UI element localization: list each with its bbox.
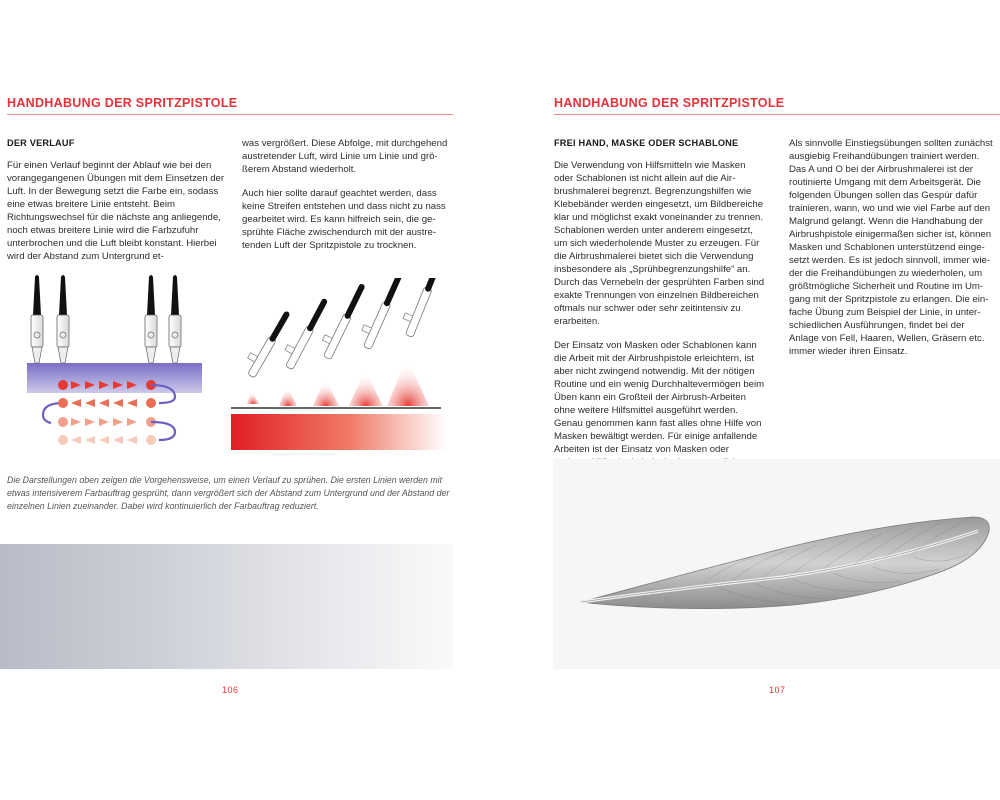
section-title-verlauf: DER VERLAUF	[7, 138, 75, 148]
left-page-header: HANDHABUNG DER SPRITZPISTOLE	[7, 96, 238, 110]
left-column-2	[242, 137, 454, 263]
spray-distance-illustration	[231, 278, 446, 453]
spray-gun-icon	[316, 279, 366, 360]
left-caption: Die Darstellungen oben zeigen die Vorgehensweise, um einen Verlauf zu sprühen. Die ersten Linien werden mit etwas intensiverem Farbauftrag gesprüht, dann vergrößert sich der Abstand zum Untergrund und der Abstand der einzelnen Linien zueinander. Dabei wird kontinuierlich der Farbauftrag reduziert.	[7, 475, 450, 511]
spray-gun-icon	[398, 278, 446, 337]
arrow-row-4	[58, 435, 156, 445]
right-col1-paragraph-1: Die Verwendung von Hilfsmitteln wie Masken oder Schablonen ist nicht allein auf die Airbrushmalerei begrenzt. Begrenzungshilfen wie Klebebänder werden eingesetzt, um Bildbereiche klar und möglichst exakt voneinander zu trennen. Schablonen werden unter anderem eingesetzt, um sich wiederholende Muster zu erzeugen. Für die Airbrushmalerei bietet sich die Verwendung insbesondere als „Sprühbegrenzungshilfe“ an. Durch das Vernebeln der gesprühten Farben sind exakte Trennungen von einzelnen Bildbereichen oftmals nur schwer oder sehr zeitintensiv zu erarbeiten.	[554, 160, 765, 327]
left-column-1	[7, 137, 225, 274]
feather-image	[553, 459, 1000, 669]
right-column-2	[789, 137, 996, 369]
gradient-pattern-illustration	[7, 275, 222, 455]
section-title-frei-hand: FREI HAND, MASKE ODER SCHABLONE	[554, 138, 739, 148]
spray-gun-icon	[278, 293, 329, 369]
right-page-header: HANDHABUNG DER SPRITZPISTOLE	[554, 96, 785, 110]
arrow-row-3	[58, 417, 175, 440]
page-number-right: 107	[769, 685, 786, 695]
left-col2-paragraph-2: Auch hier sollte darauf geachtet werden, dass keine Streifen entstehen und dass nicht zu nass gearbeitet wird. Es kann hilfreich sein, die gesprühte Fläche zwischendurch mit der austretenden Luft der Spritzpistole zu trocknen.	[242, 188, 446, 251]
right-col1-paragraph-2: Der Einsatz von Masken oder Schablonen kann die Arbeit mit der Airbrushpistole erleichtern, ist aber nicht zwingend notwendig. Mit der nötigen Routine und ein wenig Durchhaltevermögen beim Üben kann ein Großteil der Airbrush-Arbeiten ohne weitere Hilfsmittel ausgeführt werden. Genau genommen kann fast alles ohne Hilfe von Masken bewältigt werden. Für einige anfallende Arbeiten ist der Einsatz von Masken oder	[554, 340, 765, 455]
left-col2-paragraph-1: was vergrößert. Diese Abfolge, mit durchgehend austretender Luft, wird Linie um Linie und größerem Abstand wiederholt.	[242, 138, 448, 175]
feather-illustration	[553, 459, 1000, 669]
spray-gun-icon	[241, 306, 292, 378]
red-gradient-bar	[231, 414, 446, 450]
right-col2-paragraph-1: Als sinnvolle Einstiegsübungen sollten zunächst ausgiebig Freihandübungen trainiert werden. Das A und O bei der Airbrushmalerei ist der routinierte Umgang mit dem Arbeitsgerät. Die folgenden Übungen sollen das Gespür dafür trainieren, wann, wo und wie viel Farbe auf den Malgrund gelangt. Wenn die Handhabung der Airbrushpistole einigermaßen sicher ist, können Masken und Schablonen unterstützend eingesetzt werden. Es ist jedoch sinnvoll, immer wieder die Freihandübungen zu wiederholen, um größtmögliche Sicherheit und Routine im Umgang mit der Spritzpistole zu erlangen. Die einfache Übung zum Beispiel der Linie, in unterschiedlichen Ausführungen, findet bei der Anlage von Fell, Haaren, Wellen, Gräsern etc. immer wieder ihren Einsatz.	[789, 138, 993, 357]
left-col1-paragraph-1: Für einen Verlauf beginnt der Ablauf wie bei den vorangegangenen Übungen mit dem Einsetzen der Luft. In der Bewegung setzt die Farbe ein, sodass eine etwas breitere Linie entsteht. Beim Richtungswechsel für die nächste ang anliegende, noch etwas breitere Linie wird die Farbzufuhr unterbrochen und die Luft bleibt konstant. Hierbei wird der Abstand zum Untergrund et-	[7, 160, 225, 262]
gradient-sample-box	[0, 544, 453, 669]
page-number-left: 106	[222, 685, 239, 695]
pen-icon	[169, 275, 181, 363]
right-header-rule	[554, 114, 1000, 115]
right-column-1	[554, 137, 766, 493]
pen-icon	[31, 275, 43, 363]
pen-icon	[57, 275, 69, 363]
pen-icon	[145, 275, 157, 363]
left-header-rule	[7, 114, 453, 115]
